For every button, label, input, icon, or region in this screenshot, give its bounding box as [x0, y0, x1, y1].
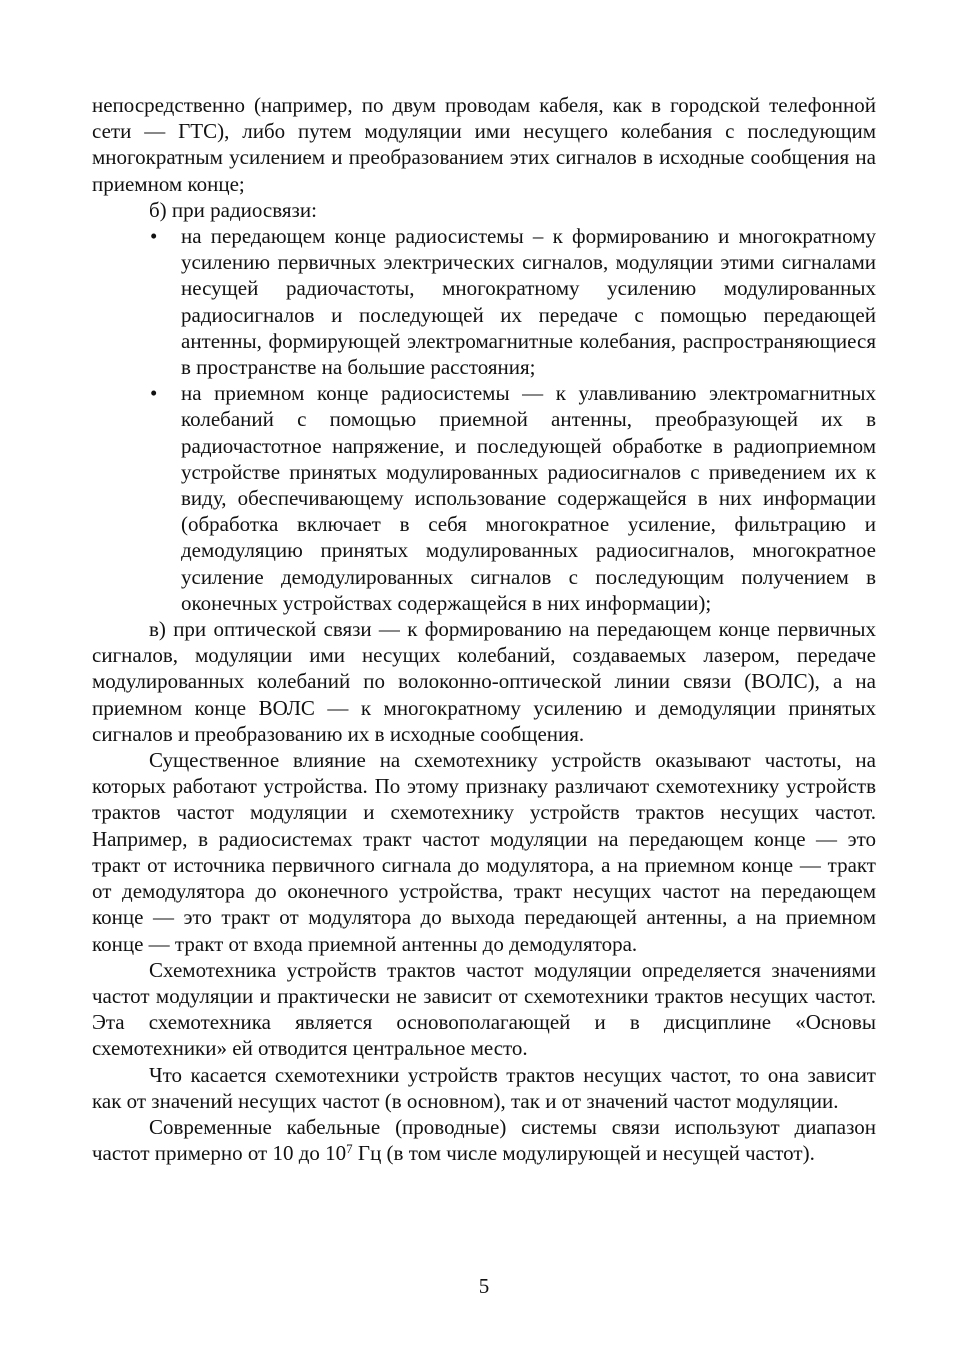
- page-number: 5: [478, 1274, 490, 1298]
- bullet-icon: •: [150, 381, 158, 406]
- cable-text-after: Гц (в том числе модулирующей и несущей частот).: [352, 1141, 815, 1166]
- bullet-icon: •: [150, 224, 158, 249]
- radio-bullet-list: [92, 223, 876, 616]
- bullet-item-transmitting: [150, 223, 876, 380]
- cable-systems-paragraph: [92, 1114, 876, 1166]
- modulation-tract-paragraph: Схемотехника устройств трактов частот модуляции определяется значениями частот модуляции и практически не зависит от схемотехники трактов несущих частот. Эта схемотехника является основополагающей и в дисциплине «Основы схемотехники» ей отводится центральное место.: [92, 957, 876, 1061]
- carrier-tract-paragraph: Что касается схемотехники устройств трактов несущих частот, то она зависит как от значений несущих частот (в основном), так и от значений частот модуляции.: [92, 1062, 876, 1113]
- frequencies-paragraph: Существенное влияние на схемотехнику устройств оказывают частоты, на которых работают устройства. По этому признаку различают схемотехнику устройств трактов частот модуляции и схемотехнику устройств трактов несущих частот. Например, в радиосистемах тракт частот модуляции на передающем конце — это тракт от источника первичного сигнала до модулятора, а на приемном конце — тракт от демодулятора до оконечного устройства, тракт несущих частот на передающем конце — это тракт от модулятора до выхода передающей антенны, а на приемном конце — тракт от входа приемной антенны до демодулятора.: [92, 748, 876, 956]
- cable-text-before: Современные кабельные (проводные) системы связи используют диапазон частот примерно от 10 до 10: [92, 1114, 876, 1166]
- bullet-text: на приемном конце радиосистемы — к улавливанию электромагнитных колебаний с помощью приемной антенны, преобразующей их в радиочастотное напряжение, и последующей обработке в радиоприемном устройстве принятых модулированных радиосигналов с приведением их к виду, обеспечивающему использование содержащейся в них информации (обработка включает в себя многократное усиление, фильтрацию и демодуляцию принятых модулированных радиосигналов, многократное усиление демодулированных сигналов с последующим получением в оконечных устройствах содержащейся в них информации);: [181, 381, 876, 615]
- bullet-item-receiving: [150, 380, 876, 616]
- page-content: [92, 92, 876, 1166]
- radio-communication-label: б) при радиосвязи:: [149, 197, 317, 222]
- bullet-text: на передающем конце радиосистемы – к формированию и многократному усилению первичных электрических сигналов, модуляции этими сигналами несущей радиочастоты, многократному усилению модулированных радиосигналов и последующей их передаче с помощью передающей антенны, формирующей электромагнитные колебания, распространяющиеся в пространстве на большие расстояния;: [181, 224, 876, 380]
- optical-communication-paragraph: в) при оптической связи — к формированию на передающем конце первичных сигналов, модуляции ими несущих колебаний, создаваемых лазером, передаче модулированных колебаний по волоконно-оптической линии связи (ВОЛС), а на приемном конце ВОЛС — к многократному усилению и демодуляции принятых сигналов и преобразованию их в исходные сообщения.: [92, 617, 876, 746]
- cable-exponent: 7: [346, 1141, 353, 1157]
- intro-paragraph: непосредственно (например, по двум проводам кабеля, как в городской телефонной сети — ГТС), либо путем модуляции ими несущего колебания с последующим многократным усилением и преобразованием этих сигналов в исходные сообщения на приемном конце;: [92, 93, 876, 196]
